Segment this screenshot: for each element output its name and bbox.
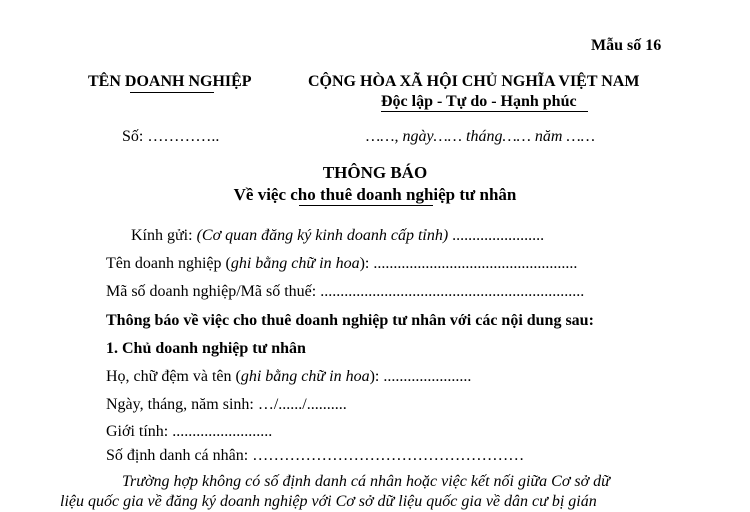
recipient-line (131, 226, 544, 246)
document-subtitle: Về việc cho thuê doanh nghiệp tư nhân (233, 185, 517, 204)
tax-code-line: Mã số doanh nghiệp/Mã số thuế: .................................................................. (106, 283, 585, 300)
id-number-line: Số định danh cá nhân: …………………………………………… (106, 447, 525, 464)
section1-heading: 1. Chủ doanh nghiệp tư nhân (106, 340, 306, 357)
full-name-prefix: Họ, chữ đệm và tên ( (106, 368, 241, 385)
recipient-label: Kính gửi: (131, 227, 197, 244)
motto-underline (381, 111, 588, 112)
full-name-hint: ghi bằng chữ in hoa (240, 368, 370, 385)
country-name: CỘNG HÒA XÃ HỘI CHỦ NGHĨA VIỆT NAM (308, 73, 640, 90)
full-name-dots: ): ...................... (369, 368, 472, 385)
note-line-2: liệu quốc gia về đăng ký doanh nghiệp với Cơ sở dữ liệu quốc gia về dân cư bị gián (60, 493, 597, 510)
gender-line: Giới tính: ......................... (106, 423, 273, 440)
company-name-line (106, 254, 577, 274)
subtitle-underline (299, 205, 433, 206)
document-number: Số: ………….. (122, 128, 220, 145)
note-line-1: Trường hợp không có số định danh cá nhân hoặc việc kết nối giữa Cơ sở dữ (122, 473, 610, 490)
company-label-underline (130, 92, 214, 93)
company-name-prefix: Tên doanh nghiệp ( (106, 255, 231, 272)
company-name-dots: ): ................................................... (359, 255, 578, 272)
motto: Độc lập - Tự do - Hạnh phúc (381, 93, 577, 110)
company-label: TÊN DOANH NGHIỆP (88, 73, 252, 90)
company-name-hint: ghi bằng chữ in hoa (230, 255, 360, 272)
recipient-dots: ....................... (448, 227, 545, 244)
recipient-value: (Cơ quan đăng ký kinh doanh cấp tỉnh) (196, 227, 449, 244)
dob-line: Ngày, tháng, năm sinh: …/....../.......... (106, 396, 347, 413)
form-number: Mẫu số 16 (591, 37, 662, 54)
full-name-line (106, 367, 471, 387)
document-title: THÔNG BÁO (322, 163, 428, 182)
date-line: ……, ngày…… tháng…… năm …… (366, 128, 595, 145)
intro-line: Thông báo về việc cho thuê doanh nghiệp tư nhân với các nội dung sau: (106, 312, 594, 329)
